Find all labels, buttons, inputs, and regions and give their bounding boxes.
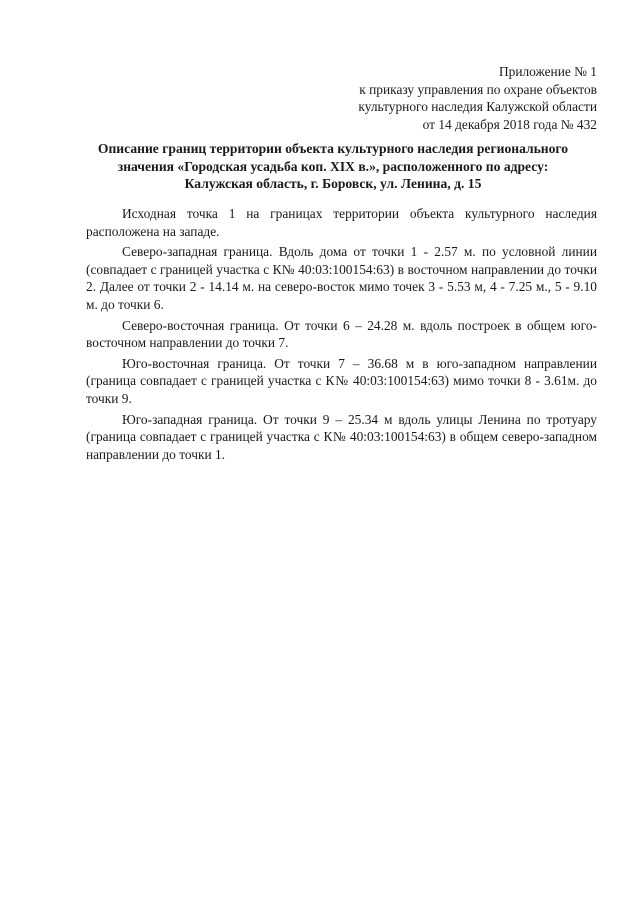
- document-body: [86, 205, 597, 466]
- appendix-order-ref: к приказу управления по охране объектов: [359, 81, 597, 97]
- title-line-2: значения «Городская усадьба коп. XIX в.», расположенного по адресу:: [117, 158, 549, 174]
- paragraph-southwest-boundary: Юго-западная граница. От точки 9 – 25.34 м вдоль улицы Ленина по тротуару (граница совпадает с границей участка с К№ 40:03:100154:63) в общем северо-западном направлении до точки 1.: [86, 411, 597, 462]
- title-line-3: Калужская область, г. Боровск, ул. Ленина, д. 15: [184, 176, 482, 191]
- paragraph-start-point: Исходная точка 1 на границах территории объекта культурного наследия расположена на западе.: [86, 206, 597, 239]
- appendix-number: Приложение № 1: [498, 64, 597, 79]
- document-title: [70, 140, 596, 193]
- appendix-header: [257, 63, 597, 133]
- paragraph-southeast-boundary: Юго-восточная граница. От точки 7 – 36.68 м в юго-западном направлении (граница совпадает с границей участка с К№ 40:03:100154:63) мимо точки 8 - 3.61м. до точки 9.: [86, 355, 597, 406]
- title-line-1: Описание границ территории объекта культурного наследия регионального: [97, 141, 569, 156]
- paragraph-northeast-boundary: Северо-восточная граница. От точки 6 – 24.28 м. вдоль построек в общем юго-восточном направлении до точки 7.: [86, 317, 597, 351]
- appendix-authority: культурного наследия Калужской области: [358, 99, 597, 114]
- appendix-order-date: от 14 декабря 2018 года № 432: [422, 116, 597, 132]
- paragraph-northwest-boundary: Северо-западная граница. Вдоль дома от точки 1 - 2.57 м. по условной линии (совпадает с границей участка с К№ 40:03:100154:63) в восточном направлении до точки 2. Далее от точки 2 - 14.14 м. на северо-восток мимо точек 3 - 5.53 м, 4 - 7.25 м., 5 - 9.10 м. до точки 6.: [86, 244, 597, 312]
